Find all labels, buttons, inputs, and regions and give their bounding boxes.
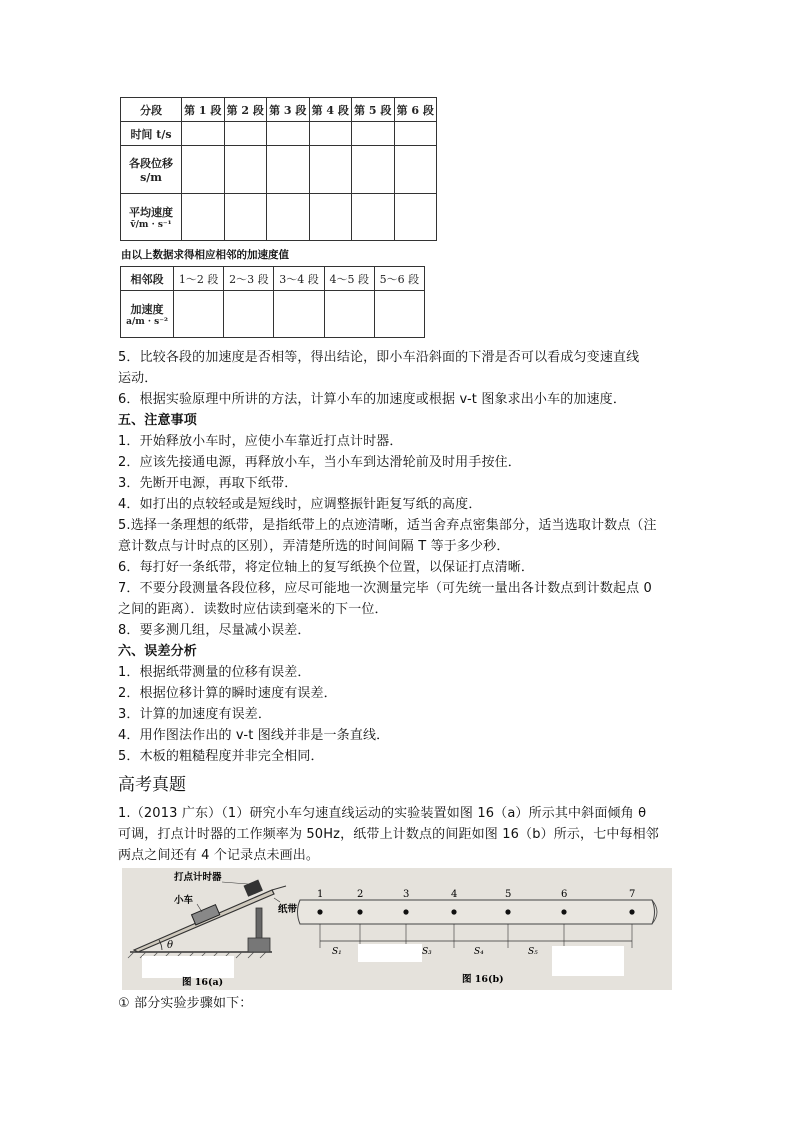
segment-label: S₄ — [474, 947, 484, 957]
table-row — [121, 146, 437, 194]
table-cell: 时间 t/s — [121, 122, 182, 146]
table-cell — [121, 194, 182, 241]
body-line: 运动． — [118, 371, 158, 386]
point-label: 7 — [629, 889, 636, 900]
body-line: 7．不要分段测量各段位移，应尽可能地一次测量完毕（可先统一量出各计数点到计数起点 0 — [118, 581, 652, 596]
redaction-box — [552, 946, 624, 976]
leader-line — [222, 882, 248, 884]
table-caption: 由以上数据求得相应相邻的加速度值 — [121, 249, 289, 261]
body-line: 4．如打出的点较轻或是短线时，应调整振针距复写纸的高度． — [118, 497, 482, 512]
body-line: 1．开始释放小车时，应使小车靠近打点计时器． — [118, 434, 403, 449]
leader-line — [197, 904, 202, 912]
body-line: 2．应该先接通电源，再释放小车，当小车到达滑轮前及时用手按住． — [118, 455, 521, 470]
table-header-row — [121, 267, 425, 291]
step-line: ① 部分实验步骤如下： — [118, 996, 253, 1011]
table-cell: 分段 — [121, 98, 182, 122]
point-label: 5 — [505, 889, 512, 900]
count-point-7 — [629, 909, 634, 914]
point-label: 2 — [357, 889, 364, 900]
tape-label: 纸带 — [278, 904, 298, 915]
timer-icon — [244, 880, 263, 897]
row-label: 加速度 — [130, 303, 164, 316]
table-cell: 4～5 段 — [324, 267, 374, 291]
segment-data-table — [120, 97, 437, 241]
point-label: 4 — [451, 889, 458, 900]
count-point-1 — [317, 909, 322, 914]
figure-svg — [122, 868, 672, 990]
redaction-box — [142, 956, 234, 978]
table-row — [121, 122, 437, 146]
row-unit: s/m — [140, 171, 162, 184]
table-cell — [121, 291, 174, 338]
timer-label: 打点计时器 — [174, 872, 222, 883]
figure-caption-a: 图 16(a) — [182, 977, 224, 988]
body-line: 6．每打好一条纸带，将定位轴上的复写纸换个位置，以保证打点清晰． — [118, 560, 535, 575]
paper-tape — [298, 900, 658, 924]
question-line: 两点之间还有 4 个记录点未画出。 — [118, 848, 320, 863]
table-cell: 相邻段 — [121, 267, 174, 291]
table-cell: 5～6 段 — [374, 267, 424, 291]
point-label: 6 — [561, 889, 568, 900]
table-cell: 第 1 段 — [182, 98, 225, 122]
row-label: 平均速度 — [129, 206, 173, 219]
table-cell: 2～3 段 — [224, 267, 274, 291]
question-line: 1.（2013 广东）（1）研究小车匀速直线运动的实验装置如图 16（a）所示其中斜面倾角 θ — [118, 806, 647, 821]
count-point-3 — [403, 909, 408, 914]
question-line: 可调，打点计时器的工作频率为 50Hz，纸带上计数点的间距如图 16（b）所示，七中每相邻 — [118, 827, 659, 842]
table-cell: 第 5 段 — [352, 98, 395, 122]
row-unit: v̄/m · s⁻¹ — [130, 220, 172, 230]
count-point-5 — [505, 909, 510, 914]
body-line: 3．先断开电源，再取下纸带． — [118, 476, 298, 491]
segment-label: S₁ — [332, 947, 342, 957]
body-line: 1．根据纸带测量的位移有误差． — [118, 665, 311, 680]
body-line: 5．木板的粗糙程度并非完全相同． — [118, 749, 324, 764]
redaction-box — [358, 944, 422, 962]
segment-label: S₅ — [528, 947, 538, 957]
row-label: 各段位移 — [129, 157, 173, 170]
table-cell — [121, 146, 182, 194]
body-line: 意计数点与计时点的区别），弄清楚所选的时间间隔 T 等于多少秒． — [118, 539, 510, 554]
body-line: 5.选择一条理想的纸带，是指纸带上的点迹清晰，适当舍弃点密集部分，适当选取计数点（注 — [118, 518, 657, 533]
body-line: 8．要多测几组，尽量减小误差． — [118, 623, 311, 638]
body-line: 4．用作图法作出的 v-t 图线并非是一条直线． — [118, 728, 390, 743]
table-row — [121, 194, 437, 241]
body-line: 5．比较各段的加速度是否相等，得出结论，即小车沿斜面的下滑是否可以看成匀变速直线 — [118, 350, 640, 365]
count-point-6 — [561, 909, 566, 914]
point-label: 1 — [317, 889, 324, 900]
leader-line — [274, 898, 280, 902]
count-point-2 — [357, 909, 362, 914]
body-line: 之间的距离）．读数时应估读到毫米的下一位． — [118, 602, 388, 617]
row-unit: a/m · s⁻² — [126, 317, 168, 327]
tape-end — [272, 886, 286, 890]
section-title: 高考真题 — [118, 775, 186, 795]
table-cell: 第 3 段 — [267, 98, 310, 122]
table-cell: 第 2 段 — [224, 98, 267, 122]
body-line: 6．根据实验原理中所讲的方法，计算小车的加速度或根据 v-t 图象求出小车的加速度． — [118, 392, 626, 407]
experiment-figure — [122, 868, 672, 990]
car-label: 小车 — [174, 895, 194, 906]
count-point-4 — [451, 909, 456, 914]
point-label: 3 — [403, 889, 410, 900]
section-heading: 六、误差分析 — [118, 644, 197, 659]
acceleration-table — [120, 266, 425, 338]
body-line: 2．根据位移计算的瞬时速度有误差． — [118, 686, 337, 701]
section-heading: 五、注意事项 — [118, 413, 197, 428]
table-cell: 3～4 段 — [274, 267, 324, 291]
segment-label: S₃ — [422, 947, 432, 957]
support-post — [256, 908, 262, 940]
table-cell: 第 4 段 — [309, 98, 352, 122]
table-cell: 1～2 段 — [174, 267, 224, 291]
body-line: 3．计算的加速度有误差． — [118, 707, 272, 722]
table-cell: 第 6 段 — [394, 98, 437, 122]
figure-caption-b: 图 16(b) — [462, 974, 504, 985]
table-header-row — [121, 98, 437, 122]
support-base — [248, 938, 270, 952]
angle-label: θ — [167, 940, 174, 951]
table-row — [121, 291, 425, 338]
